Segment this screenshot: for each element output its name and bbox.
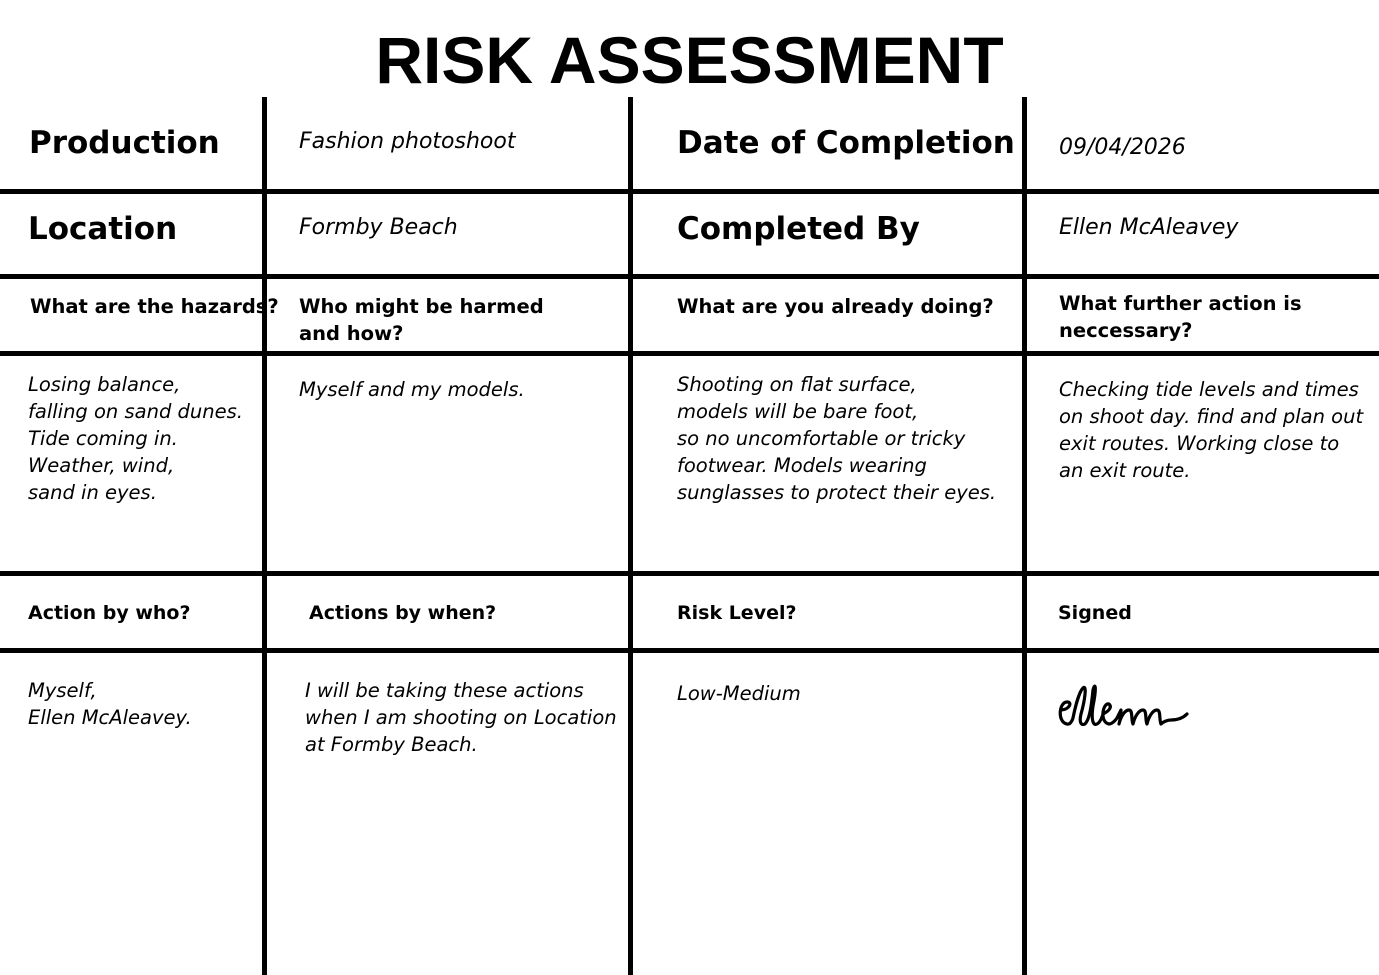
grid-divider bbox=[0, 351, 1379, 356]
signature bbox=[1055, 680, 1195, 732]
grid-divider bbox=[628, 97, 633, 975]
actions-by-when-value: I will be taking these actions when I am shooting on Location at Formby Beach. bbox=[305, 679, 617, 756]
grid-divider bbox=[0, 189, 1379, 194]
grid-divider bbox=[0, 274, 1379, 279]
production-value: Fashion photoshoot bbox=[299, 129, 516, 154]
further-action-question: What further action is neccessary? bbox=[1059, 292, 1302, 342]
risk-level-label: Risk Level? bbox=[677, 602, 797, 624]
completed-by-value: Ellen McAleavey bbox=[1059, 215, 1239, 240]
already-doing-question: What are you already doing? bbox=[677, 295, 994, 318]
grid-divider bbox=[0, 648, 1379, 653]
actions-by-when-label: Actions by when? bbox=[309, 602, 497, 624]
grid-divider bbox=[1022, 97, 1027, 975]
action-by-who-value: Myself, Ellen McAleavey. bbox=[28, 679, 192, 729]
grid-divider bbox=[0, 571, 1379, 576]
grid-divider bbox=[262, 97, 267, 975]
who-harmed-question: Who might be harmed and how? bbox=[299, 295, 544, 345]
page-title: RISK ASSESSMENT bbox=[375, 23, 1004, 97]
hazards-answer: Losing balance, falling on sand dunes. Tide coming in. Weather, wind, sand in eyes. bbox=[28, 373, 243, 504]
date-value: 09/04/2026 bbox=[1059, 135, 1186, 160]
risk-level-value: Low-Medium bbox=[677, 682, 801, 705]
signed-label: Signed bbox=[1058, 602, 1132, 624]
already-doing-answer: Shooting on flat surface, models will be bare foot, so no uncomfortable or tricky footwear. Models wearing sunglasses to protect their eyes. bbox=[677, 373, 997, 504]
action-by-who-label: Action by who? bbox=[28, 602, 191, 624]
date-label: Date of Completion bbox=[677, 125, 1015, 161]
location-label: Location bbox=[28, 211, 178, 247]
hazards-question: What are the hazards? bbox=[30, 295, 279, 318]
who-harmed-answer: Myself and my models. bbox=[299, 378, 525, 401]
further-action-answer: Checking tide levels and times on shoot day. find and plan out exit routes. Working close to an exit route. bbox=[1059, 378, 1364, 482]
location-value: Formby Beach bbox=[299, 215, 458, 240]
production-label: Production bbox=[29, 125, 220, 161]
completed-by-label: Completed By bbox=[677, 211, 920, 247]
